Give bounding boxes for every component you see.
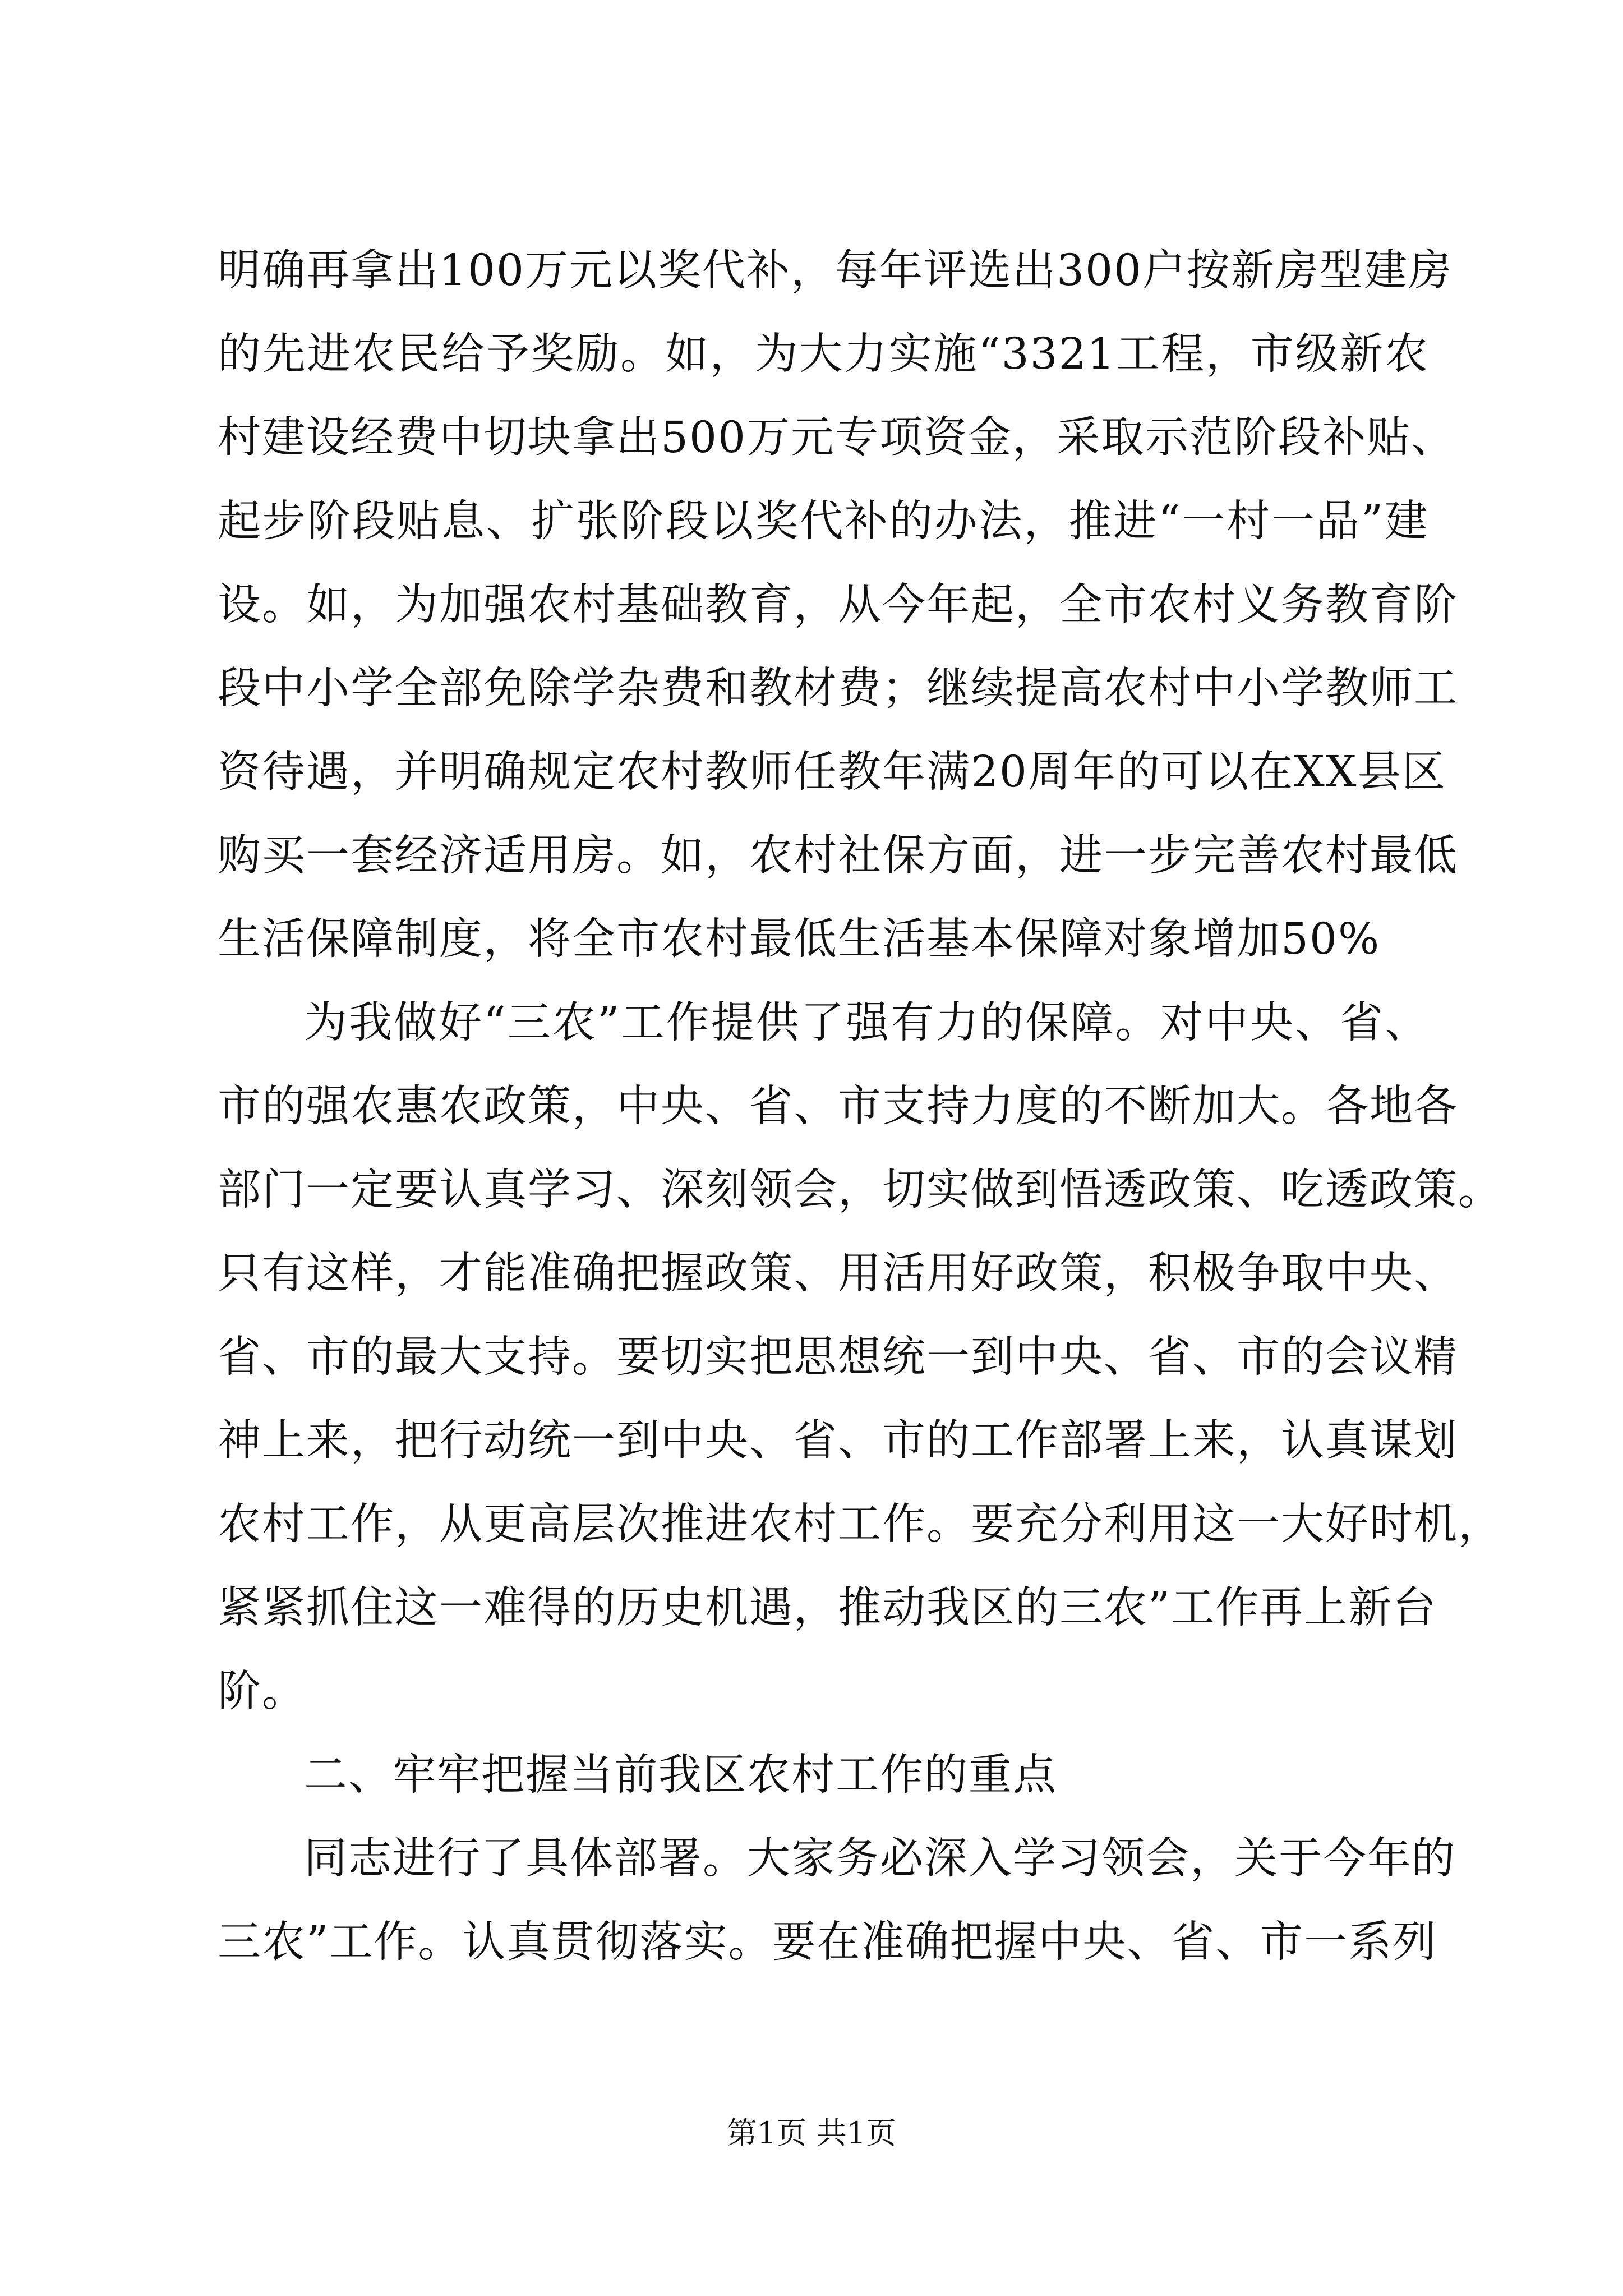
text-line: 阶。	[218, 1667, 306, 1717]
text-line: 农村工作，从更高层次推进农村工作。要充分利用这一大好时机，	[218, 1499, 1502, 1549]
text-line: 村建设经费中切块拿出500万元专项资金，采取示范阶段补贴、	[218, 413, 1455, 463]
text-line: 生活保障制度，将全市农村最低生活基本保障对象增加50%	[218, 914, 1381, 964]
text-line: 只有这样，才能准确把握政策、用活用好政策，积极争取中央、	[218, 1249, 1458, 1299]
text-line: 明确再拿出100万元以奖代补，每年评选出300户按新房型建房	[218, 246, 1453, 296]
text-line: 段中小学全部免除学杂费和教材费；继续提高农村中小学教师工	[218, 664, 1458, 714]
text-line: 部门一定要认真学习、深刻领会，切实做到悟透政策、吃透政策。	[218, 1165, 1502, 1215]
text-line: 神上来，把行动统一到中央、省、市的工作部署上来，认真谋划	[218, 1416, 1458, 1466]
text-line: 设。如，为加强农村基础教育，从今年起，全市农村义务教育阶	[218, 580, 1458, 630]
text-line: 省、市的最大支持。要切实把思想统一到中央、省、市的会议精	[218, 1332, 1458, 1382]
text-line: 起步阶段贴息、扩张阶段以奖代补的办法，推进“一村一品”建	[218, 496, 1429, 546]
text-line: 资待遇，并明确规定农村教师任教年满20周年的可以在XX县区	[218, 747, 1446, 797]
text-line: 市的强农惠农政策，中央、省、市支持力度的不断加大。各地各	[218, 1082, 1458, 1131]
section-heading: 二、牢牢把握当前我区农村工作的重点	[304, 1750, 1057, 1800]
text-line: 三农”工作。认真贯彻落实。要在准确把握中央、省、市一系列	[218, 1917, 1437, 1967]
text-line: 的先进农民给予奖励。如，为大力实施“3321工程，市级新农	[218, 329, 1429, 379]
text-line: 紧紧抓住这一难得的历史机遇，推动我区的三农”工作再上新台	[218, 1583, 1437, 1633]
paragraph-first-line: 同志进行了具体部署。大家务必深入学习领会，关于今年的	[304, 1834, 1456, 1884]
page-footer: 第1页 共1页	[727, 2115, 896, 2151]
document-body	[218, 229, 1502, 1984]
text-line: 购买一套经济适用房。如，农村社保方面，进一步完善农村最低	[218, 831, 1458, 881]
paragraph-first-line: 为我做好“三农”工作提供了强有力的保障。对中央、省、	[304, 998, 1429, 1048]
